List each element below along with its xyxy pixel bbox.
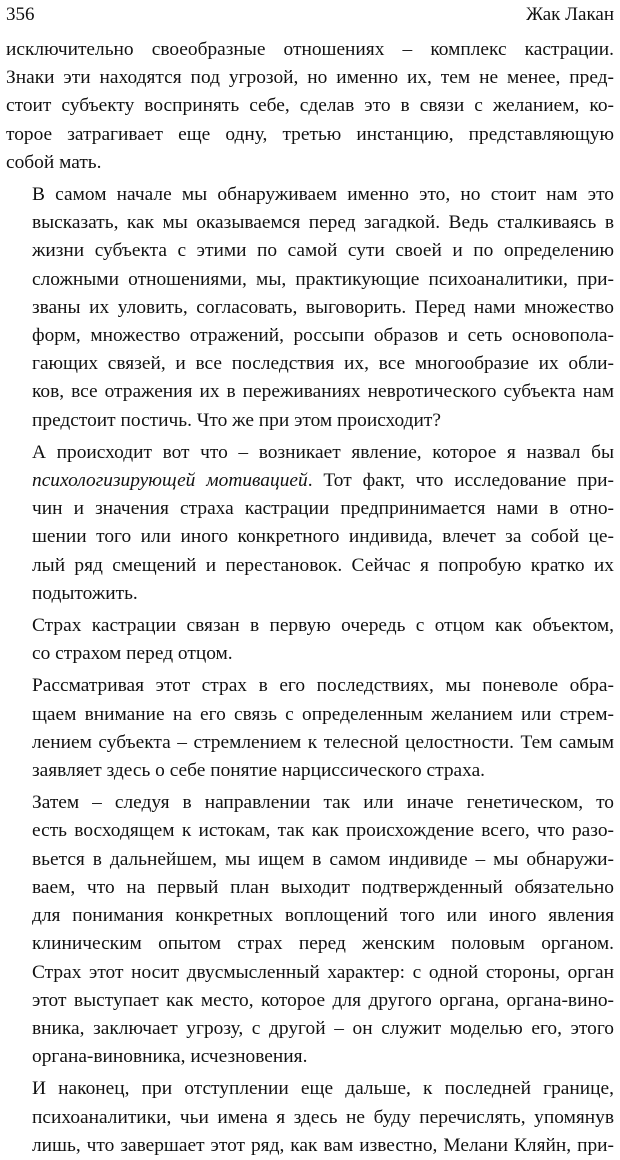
text-line: лый ряд смещений и перестановок. Сейчас я попробую кратко их [32,554,614,576]
text-line: для понимания конкретных воплощений того или иного явления [32,905,614,927]
text-line: В самом начале мы обнаруживаем именно это, но стоит нам это [32,184,614,206]
text-line: форм, множество отражений, россыпи образов и сеть основопола- [32,325,614,347]
text-line: вьется в дальнейшем, мы ищем в самом индивиде – мы обнаружи- [32,848,614,870]
text-line: стоит субъекту воспринять себе, сделав это в связи с желанием, ко- [6,95,614,117]
text-line: заявляет здесь о себе понятие нарциссического страха. [32,760,486,782]
text-line: со страхом перед отцом. [32,643,233,665]
text-line: лением субъекта – стремлением к телесной целостности. Тем самым [32,731,614,753]
line-rest: . Тот факт, что исследование при- [307,470,615,492]
text-line: Рассматривая этот страх в его последствиях, мы поневоле обра- [32,675,614,697]
text-line: Страх кастрации связан в первую очередь с отцом как объектом, [32,615,614,637]
text-line: щаем внимание на его связь с определенным желанием или стрем- [32,703,614,725]
paragraph [6,36,614,177]
text-line: званы их уловить, согласовать, выговорить. Перед нами множество [32,296,614,318]
text-line: органа-виновника, исчезновения. [32,1046,308,1068]
running-head: Жак Лакан [526,4,614,25]
text-line: есть восходящем к истокам, так как происхождение всего, что разо- [32,820,614,842]
text-line: собой мать. [6,151,102,173]
text-line: ваем, что на первый план выходит подтвержденный обязательно [32,876,614,898]
paragraph [6,1075,614,1160]
text-line: жизни субъекта с этими по самой сути своей и по определению [32,240,614,262]
paragraph [6,181,614,435]
page-number: 356 [6,4,35,25]
text-line: Затем – следуя в направлении так или иначе генетическом, то [32,792,614,814]
paragraph [6,672,614,785]
text-line: высказать, как мы оказываемся перед загадкой. Ведь сталкиваясь в [32,212,614,234]
paragraph [6,439,614,608]
text-line: торое затрагивает еще одну, третью инстанцию, представляющую [6,123,614,145]
text-line: вника, заключает угрозу, с другой – он служит моделью его, этого [32,1017,614,1039]
text-line: Знаки эти находятся под угрозой, но именно их, тем не менее, пред- [6,67,614,89]
text-line: Страх этот носит двусмысленный характер: с одной стороны, орган [32,961,614,983]
text-line: предстоит постичь. Что же при этом происходит? [32,409,441,431]
text-line: клиническим опытом страх перед женским половым органом. [32,933,614,955]
text-line: психоаналитики, чьи имена я здесь не буду перечислять, упомянув [32,1106,614,1128]
paragraph [6,612,614,668]
emphasized-term: психологизирующей мотивацией [32,470,308,492]
body-text [6,36,614,1160]
text-line [6,467,614,495]
text-line: чин и значения страха кастрации предпринимается нами в отно- [32,498,614,520]
text-line: подытожить. [32,582,138,604]
paragraph [6,789,614,1071]
text-line: шении того или иного конкретного индивида, влечет за собой це- [32,526,614,548]
text-line: сложными отношениями, мы, практикующие психоаналитики, при- [32,268,614,290]
text-line: И наконец, при отступлении еще дальше, к последней границе, [32,1078,614,1100]
text-line: исключительно своеобразные отношениях – комплекс кастрации. [6,39,614,60]
text-line: гающих связей, и все последствия их, все многообразие их обли- [32,353,614,375]
text-line: ков, все отражения их в переживаниях невротического субъекта нам [32,381,614,403]
page-header [6,2,614,28]
text-line: А происходит вот что – возникает явление, которое я назвал бы [32,441,614,463]
text-line: этот выступает как место, которое для другого органа, органа-вино- [32,989,614,1011]
text-line: лишь, что завершает этот ряд, как вам известно, Мелани Кляйн, при- [32,1134,614,1156]
